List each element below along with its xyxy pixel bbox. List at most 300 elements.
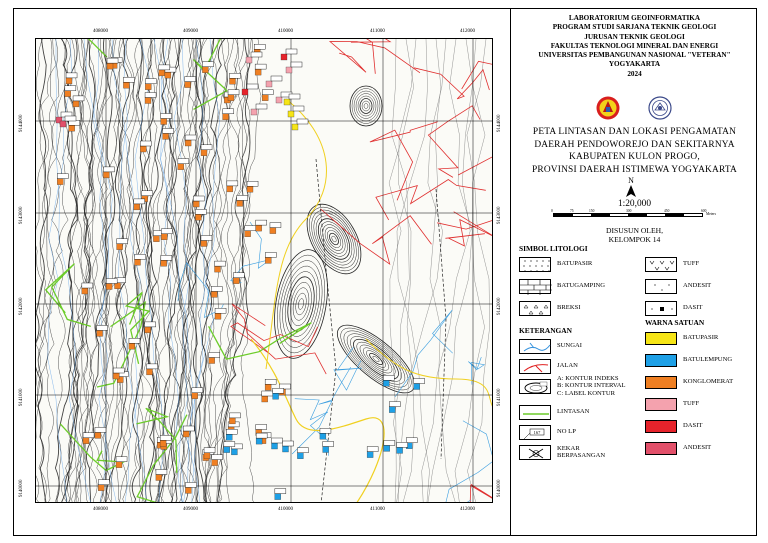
observation-point-conglomerate <box>163 133 169 139</box>
river-line <box>395 310 453 397</box>
observation-point-conglomerate <box>129 343 135 349</box>
observation-point-claystone <box>283 446 289 452</box>
scale-tick-label: 75 <box>570 209 574 213</box>
lp-label-box <box>116 457 127 462</box>
hill-contour <box>328 232 341 247</box>
observation-point-conglomerate <box>223 114 229 120</box>
hill-contour <box>309 210 360 269</box>
header-line: PROGRAM STUDI SARJANA TEKNIK GEOLOGI <box>552 23 717 32</box>
note-item <box>519 358 578 374</box>
road-line <box>428 106 480 178</box>
svg-text:167: 167 <box>533 429 541 435</box>
lp-label-box <box>272 438 283 443</box>
road-line <box>458 140 493 221</box>
lp-label-box <box>185 482 196 487</box>
hill-contour <box>328 314 425 403</box>
easting-label: 409000 <box>183 29 198 34</box>
observation-point-conglomerate <box>229 418 235 424</box>
contour-line <box>455 39 485 503</box>
observation-point-conglomerate <box>140 146 146 152</box>
observation-point-conglomerate <box>66 78 72 84</box>
lithology-heading: SIMBOL LITOLOGI <box>519 244 588 253</box>
observation-point-conglomerate <box>270 228 276 234</box>
lithology-item <box>519 256 592 272</box>
lithology-item <box>519 300 580 316</box>
lp-label-box <box>251 52 262 57</box>
note-item-label: LINTASAN <box>557 408 590 416</box>
topographic-map[interactable] <box>35 38 493 503</box>
lp-label-box <box>256 104 267 109</box>
river-line <box>292 367 351 454</box>
northing-label: 9143000 <box>497 206 502 224</box>
observation-point-sandstone <box>292 124 298 130</box>
observation-point-conglomerate <box>195 214 201 220</box>
lp-label-box <box>297 119 308 124</box>
lp-label-box <box>397 442 408 447</box>
observation-point-claystone <box>383 380 389 386</box>
easting-label: 412000 <box>460 507 475 512</box>
lp-label-box <box>82 283 93 288</box>
lp-label-box <box>262 90 273 95</box>
observation-point-conglomerate <box>183 431 189 437</box>
department-logo <box>648 96 672 120</box>
note-item-label: KEKAR BERPASANGAN <box>557 444 606 459</box>
observation-point-conglomerate <box>265 257 271 263</box>
scale-tick-label: 600 <box>701 209 707 213</box>
lp-label-box <box>383 375 394 380</box>
observation-point-claystone <box>389 407 395 413</box>
contour-line <box>397 39 430 503</box>
observation-point-conglomerate <box>117 244 123 250</box>
north-arrow <box>624 176 638 199</box>
lp-label-box <box>271 76 282 81</box>
author-line: DISUSUN OLEH, <box>606 226 663 235</box>
unit-color-swatch <box>645 354 677 367</box>
hill-contour <box>324 228 343 250</box>
lithology-item-label: BATUPASIR <box>557 260 593 268</box>
author-line: KELOMPOK 14 <box>608 235 661 244</box>
easting-label: 411000 <box>370 29 385 34</box>
note-item <box>519 404 589 420</box>
lp-label-box <box>255 64 266 69</box>
observation-point-conglomerate <box>256 225 262 231</box>
lp-label-box <box>367 447 378 452</box>
unit-color-item <box>645 440 711 456</box>
lp-label-box <box>107 58 118 63</box>
author-block <box>511 226 758 244</box>
lp-label-box <box>161 229 172 234</box>
lp-label-box <box>256 220 267 225</box>
unit-color-swatch <box>645 376 677 389</box>
lp-label-box <box>224 442 235 447</box>
observation-point-conglomerate <box>255 69 261 75</box>
observation-point-conglomerate <box>65 91 71 97</box>
observation-point-conglomerate <box>202 67 208 73</box>
contour-line <box>36 39 56 503</box>
observation-point-conglomerate <box>83 438 89 444</box>
lp-label-box <box>147 364 158 369</box>
road-line <box>459 484 493 503</box>
lp-label-box <box>113 368 124 373</box>
observation-point-conglomerate <box>185 140 191 146</box>
observation-point-conglomerate <box>233 278 239 284</box>
observation-point-conglomerate <box>161 260 167 266</box>
northing-label: 9143000 <box>19 206 24 224</box>
unit-color-item <box>645 330 718 346</box>
lp-label-box <box>389 402 400 407</box>
lithology-item <box>519 278 605 294</box>
observation-point-conglomerate <box>185 82 191 88</box>
observation-point-conglomerate <box>178 164 184 170</box>
observation-point-conglomerate <box>95 432 101 438</box>
easting-label: 411000 <box>370 507 385 512</box>
observation-point-claystone <box>323 447 329 453</box>
observation-point-conglomerate <box>230 78 236 84</box>
scale-bar <box>553 213 703 217</box>
observation-point-conglomerate <box>237 200 243 206</box>
observation-point-conglomerate <box>265 384 271 390</box>
lp-label-box <box>212 455 223 460</box>
lp-label-box <box>293 106 304 111</box>
lp-label-box <box>123 77 134 82</box>
lithology-item-label: DASIT <box>683 304 703 312</box>
contour-line <box>197 39 214 503</box>
observation-point-conglomerate <box>161 234 167 240</box>
lithology-item <box>645 278 711 294</box>
observation-point-conglomerate <box>98 485 104 491</box>
unit-color-item <box>645 396 699 412</box>
unit-color-label: DASIT <box>683 422 703 430</box>
note-item-symbol <box>519 359 551 374</box>
lp-label-box <box>183 426 194 431</box>
lp-label-box <box>223 109 234 114</box>
unit-color-item <box>645 352 732 368</box>
observation-point-claystone <box>414 384 420 390</box>
notes-heading: KETERANGAN <box>519 326 572 335</box>
observation-point-conglomerate <box>123 82 129 88</box>
unit-color-label: BATULEMPUNG <box>683 356 733 364</box>
note-item-label: JALAN <box>557 362 578 370</box>
observation-point-conglomerate <box>245 231 251 237</box>
note-item-label: SUNGAI <box>557 342 582 350</box>
unit-color-swatch <box>645 442 677 455</box>
university-logo <box>596 96 620 120</box>
lp-label-box <box>286 49 297 54</box>
observation-point-conglomerate <box>201 241 207 247</box>
observation-point-claystone <box>231 449 237 455</box>
lp-label-box <box>193 196 204 201</box>
lp-label-box <box>178 159 189 164</box>
lp-label-box <box>211 286 222 291</box>
unit-color-label: KONGLOMERAT <box>683 378 734 386</box>
lp-label-box <box>289 94 300 99</box>
observation-point-claystone <box>297 453 303 459</box>
observation-point-conglomerate <box>215 313 221 319</box>
lp-label-box <box>95 427 106 432</box>
lp-label-box <box>156 470 167 475</box>
observation-point-conglomerate <box>113 373 119 379</box>
note-item <box>519 375 626 397</box>
lp-label-box <box>406 438 417 443</box>
lp-label-box <box>159 65 170 70</box>
lp-label-box <box>201 236 212 241</box>
observation-point-tuff <box>246 57 252 63</box>
observation-point-conglomerate <box>69 125 75 131</box>
observation-point-tuff <box>251 109 257 115</box>
lithology-item-label: ANDESIT <box>683 282 712 290</box>
lp-label-box <box>265 252 276 257</box>
observation-point-conglomerate <box>82 288 88 294</box>
header-line: JURUSAN TEKNIK GEOLOGI <box>584 32 685 41</box>
observation-point-andesite <box>60 121 66 127</box>
hill-contour <box>350 86 382 126</box>
observation-point-claystone <box>275 494 281 500</box>
lp-label-box <box>117 239 128 244</box>
northing-label: 9144000 <box>497 114 502 132</box>
hill-contour <box>362 101 370 111</box>
lithology-item <box>645 300 702 316</box>
title-line: PETA LINTASAN DAN LOKASI PENGAMATAN <box>532 127 737 137</box>
lp-label-box <box>283 441 294 446</box>
observation-point-sandstone <box>288 111 294 117</box>
road-line <box>370 122 438 201</box>
main-road <box>366 339 493 409</box>
northing-label: 9144000 <box>19 114 24 132</box>
note-item <box>519 424 576 440</box>
easting-label: 408000 <box>93 507 108 512</box>
observation-point-claystone <box>273 393 279 399</box>
lp-label-box <box>142 191 153 196</box>
lp-label-box <box>97 325 108 330</box>
observation-point-tuff <box>286 67 292 73</box>
lp-label-box <box>160 435 171 440</box>
lp-label-box <box>204 448 215 453</box>
lp-label-box <box>185 77 196 82</box>
legend-panel <box>510 8 758 536</box>
lp-label-box <box>83 433 94 438</box>
observation-point-conglomerate <box>227 186 233 192</box>
lp-label-box <box>254 44 265 49</box>
unit-color-label: ANDESIT <box>683 444 712 452</box>
hill-contour <box>331 235 337 242</box>
contour-line <box>136 39 164 503</box>
lp-label-box <box>145 79 156 84</box>
header-line: YOGYAKARTA <box>608 60 661 69</box>
north-label: N <box>628 176 634 185</box>
lp-label-box <box>201 145 212 150</box>
observation-point-conglomerate <box>97 330 103 336</box>
northing-label: 9140000 <box>19 479 24 497</box>
lp-label-box <box>98 480 109 485</box>
lithology-item-label: TUFF <box>683 260 700 268</box>
lp-label-box <box>245 226 256 231</box>
lp-label-box <box>320 428 331 433</box>
observation-point-claystone <box>226 434 232 440</box>
lp-label-box <box>161 255 172 260</box>
observation-point-conglomerate <box>209 358 215 364</box>
lithology-item-symbol <box>645 257 677 272</box>
easting-label: 412000 <box>460 29 475 34</box>
easting-label: 410000 <box>278 29 293 34</box>
observation-point-claystone <box>272 443 278 449</box>
contour-line <box>398 39 446 503</box>
observation-point-conglomerate <box>145 327 151 333</box>
northing-label: 9142000 <box>19 297 24 315</box>
lp-label-box <box>106 279 117 284</box>
lp-label-box <box>275 489 286 494</box>
northing-label: 9141000 <box>19 388 24 406</box>
lp-label-box <box>227 181 238 186</box>
scale-tick-label: 0 <box>551 209 553 213</box>
lp-label-box <box>215 261 226 266</box>
lp-label-box <box>384 440 395 445</box>
note-item-label: NO LP <box>557 428 576 436</box>
hill-contour <box>348 333 404 385</box>
observation-point-conglomerate <box>215 266 221 272</box>
observation-point-claystone <box>320 433 326 439</box>
note-item-label: A: KONTUR INDEKS B: KONTUR INTERVAL C: LABEL KONTUR <box>557 375 626 397</box>
observation-point-sandstone <box>284 99 290 105</box>
lithology-item-symbol <box>645 279 677 294</box>
note-item <box>519 338 582 354</box>
lp-label-box <box>103 167 114 172</box>
scale-ratio: 1:20,000 <box>617 199 652 209</box>
observation-point-conglomerate <box>135 259 141 265</box>
road-line <box>351 39 390 74</box>
contour-line <box>389 39 414 503</box>
header-line: FAKULTAS TEKNOLOGI MINERAL DAN ENERGI <box>550 41 719 50</box>
note-item-symbol <box>519 445 551 460</box>
scale-unit: Meters <box>706 212 716 216</box>
unit-color-item <box>645 374 733 390</box>
note-item-symbol <box>519 339 551 354</box>
lp-label-box <box>291 62 302 67</box>
observation-point-conglomerate <box>153 236 159 242</box>
lp-label-box <box>273 388 284 393</box>
lp-label-box <box>65 116 76 121</box>
observation-point-conglomerate <box>161 119 167 125</box>
lp-label-box <box>73 96 84 101</box>
contour-line <box>36 39 49 503</box>
lp-label-box <box>323 442 334 447</box>
lithology-item-symbol <box>519 279 551 294</box>
lp-label-box <box>215 308 226 313</box>
hill-contour <box>372 355 380 362</box>
contour-line <box>51 39 78 503</box>
lp-label-box <box>66 73 77 78</box>
northing-label: 9141000 <box>497 388 502 406</box>
contour-line <box>49 39 65 503</box>
observation-point-tuff <box>266 81 272 87</box>
road-line <box>445 212 493 246</box>
observation-point-conglomerate <box>228 95 234 101</box>
observation-point-conglomerate <box>145 84 151 90</box>
observation-point-claystone <box>367 452 373 458</box>
lithology-item-symbol <box>519 301 551 316</box>
lithology-item-symbol <box>645 301 677 316</box>
lp-label-box <box>230 73 241 78</box>
lp-label-box <box>247 84 258 89</box>
lithology-item-label: BREKSI <box>557 304 581 312</box>
observation-point-claystone <box>397 447 403 453</box>
observation-point-conglomerate <box>262 95 268 101</box>
contour-line <box>127 39 160 503</box>
lp-label-box <box>161 114 172 119</box>
observation-point-conglomerate <box>247 186 253 192</box>
lp-label-box <box>129 338 140 343</box>
lp-label-box <box>185 135 196 140</box>
scale-tick-label: 450 <box>664 209 670 213</box>
observation-point-tuff <box>276 97 282 103</box>
logos <box>511 96 758 120</box>
observation-point-conglomerate <box>103 172 109 178</box>
lithology-item-label: BATUGAMPING <box>557 282 605 290</box>
contour-line <box>140 39 165 503</box>
observation-point-conglomerate <box>204 453 210 459</box>
lithology-item-symbol <box>519 257 551 272</box>
observation-point-conglomerate <box>107 63 113 69</box>
lp-label-box <box>226 429 237 434</box>
observation-point-conglomerate <box>156 475 162 481</box>
observation-point-claystone <box>224 447 230 453</box>
hill-contour <box>354 91 378 121</box>
observation-point-conglomerate <box>116 462 122 468</box>
note-item <box>519 444 605 460</box>
lp-label-box <box>57 174 68 179</box>
note-item-symbol <box>519 405 551 420</box>
lp-label-box <box>145 93 156 98</box>
lp-label-box <box>145 322 156 327</box>
lp-label-box <box>247 181 258 186</box>
lp-label-box <box>209 353 220 358</box>
contour-line <box>398 39 416 503</box>
observation-point-conglomerate <box>185 487 191 493</box>
lp-label-box <box>163 128 174 133</box>
lp-label-box <box>233 273 244 278</box>
colors-heading: WARNA SATUAN <box>645 318 705 327</box>
lp-label-box <box>202 62 213 67</box>
scale-tick-label: 300 <box>626 209 632 213</box>
observation-point-conglomerate <box>160 440 166 446</box>
hill-contour <box>356 94 376 119</box>
observation-point-conglomerate <box>262 396 268 402</box>
lp-label-box <box>229 413 240 418</box>
title-line: KABUPATEN KULON PROGO, <box>569 152 700 162</box>
lp-label-box <box>265 379 276 384</box>
scale-tick-label: 150 <box>589 209 595 213</box>
lithology-item <box>645 256 699 272</box>
lp-label-box <box>262 391 273 396</box>
easting-label: 409000 <box>183 507 198 512</box>
header-line: LABORATORIUM GEOINFORMATIKA <box>568 14 701 22</box>
observation-point-dacite <box>281 54 287 60</box>
observation-point-conglomerate <box>159 70 165 76</box>
lp-label-box <box>256 425 267 430</box>
hill-contour <box>315 217 353 261</box>
observation-point-conglomerate <box>73 101 79 107</box>
lp-label-box <box>228 90 239 95</box>
header-line: UNIVERSITAS PEMBANGUNAN NASIONAL "VETERAN" <box>538 51 731 60</box>
hill-contour <box>364 104 368 109</box>
observation-point-conglomerate <box>147 369 153 375</box>
northing-label: 9142000 <box>497 297 502 315</box>
lp-label-box <box>134 199 145 204</box>
main-road <box>251 339 384 503</box>
lp-label-box <box>256 433 267 438</box>
note-item-symbol <box>519 379 551 394</box>
observation-point-conglomerate <box>212 460 218 466</box>
observation-point-claystone <box>256 438 262 444</box>
